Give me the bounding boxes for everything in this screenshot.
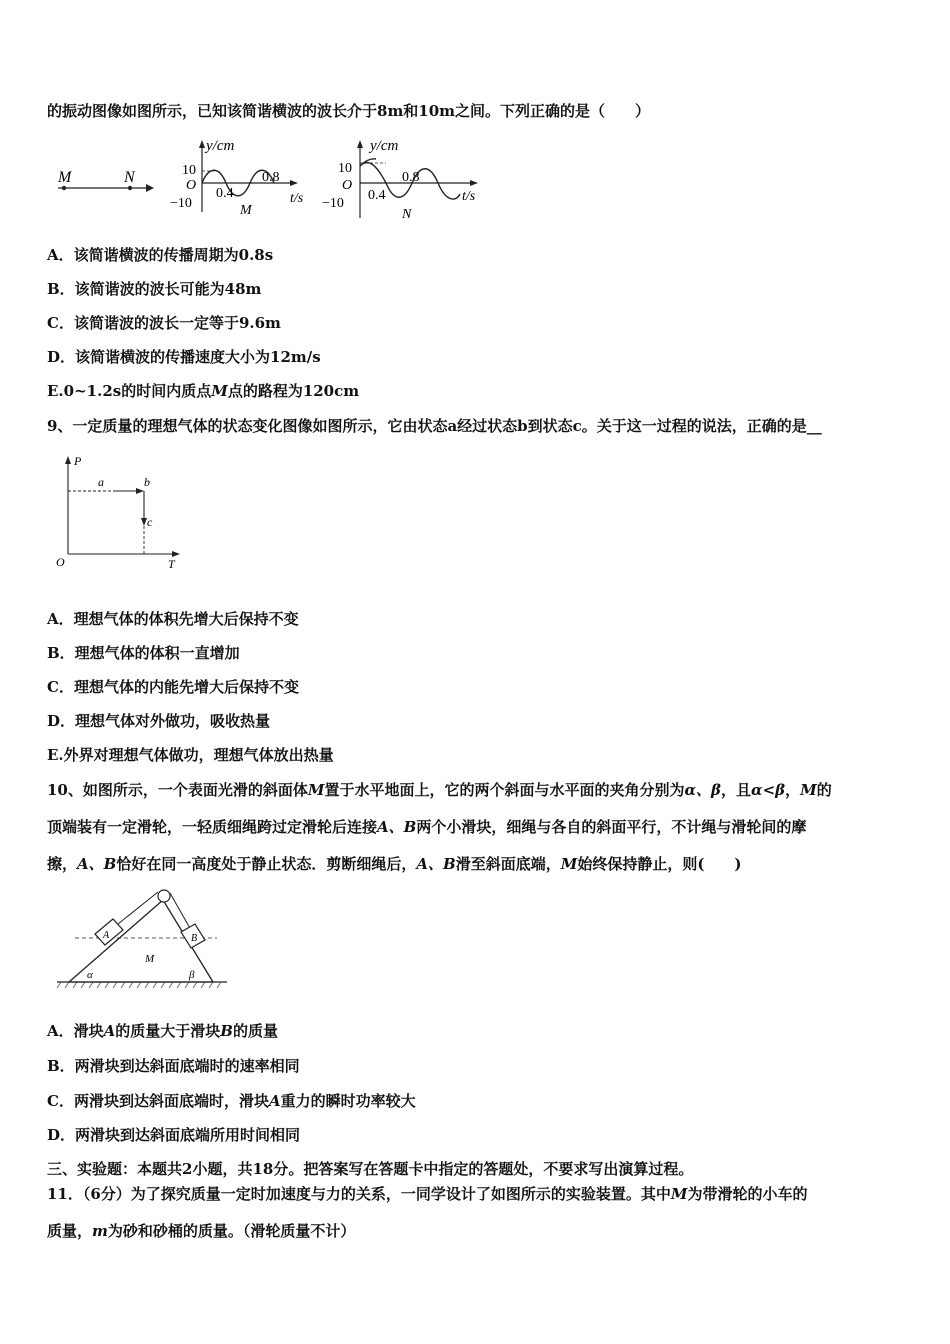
- t-arrow-icon: [470, 180, 478, 186]
- alpha-label: α: [87, 969, 93, 981]
- state-b-label: b: [144, 475, 150, 489]
- q9-option-e: E.外界对理想气体做功，理想气体放出热量: [47, 746, 334, 764]
- y-axis-label: y/cm: [206, 138, 235, 154]
- t-axis-label: t/s: [290, 191, 304, 206]
- q8-option-b: B．该简谐波的波长可能为48m: [47, 280, 262, 298]
- q10-stem-line2: 顶端装有一定滑轮，一轻质细绳跨过定滑轮后连接A、B两个小滑块，细绳与各自的斜面平行，不计绳与滑轮间的摩: [47, 818, 807, 836]
- point-n-dot: [128, 186, 132, 190]
- q11-stem-line1: 11．（6分）为了探究质量一定时加速度与力的关系，一同学设计了如图所示的实验装置。其中M为带滑轮的小车的: [47, 1185, 808, 1203]
- point-m-dot: [62, 186, 66, 190]
- q8-intro: 的振动图像如图所示，已知该简谐横波的波长介于8m和10m之间。下列正确的是（ ）: [47, 102, 651, 120]
- pos-tick: 10: [338, 161, 352, 176]
- beta-label: β: [189, 969, 195, 981]
- p-arrow-icon: [65, 456, 71, 464]
- q10-option-b: B．两滑块到达斜面底端时的速率相同: [47, 1057, 300, 1075]
- neg-tick: −10: [322, 196, 344, 211]
- q10-incline-figure: [55, 882, 230, 992]
- m-mark: M: [240, 203, 252, 218]
- q9-option-b: B．理想气体的体积一直增加: [47, 644, 240, 662]
- tick-04: 0.4: [368, 188, 386, 203]
- origin-label: O: [342, 178, 353, 193]
- graph-m: [170, 138, 304, 218]
- q11-stem-line2: 质量，m为砂和砂桶的质量。（滑轮质量不计）: [47, 1222, 356, 1240]
- q8-option-c: C．该简谐波的波长一定等于9.6m: [47, 314, 281, 332]
- q9-option-a: A．理想气体的体积先增大后保持不变: [47, 610, 299, 628]
- pulley-icon: [158, 890, 170, 902]
- t-label: T: [168, 557, 175, 571]
- state-a-label: a: [98, 475, 104, 489]
- q8-wave-figure: [50, 136, 500, 226]
- t-arrow-icon: [290, 180, 298, 186]
- block-a-label: A: [103, 930, 110, 941]
- neg-tick: −10: [170, 196, 192, 211]
- origin-label: O: [186, 178, 197, 193]
- q9-pt-graph: [52, 452, 192, 574]
- section3-title: 三、实验题：本题共2小题，共18分。把答案写在答题卡中指定的答题处，不要求写出演算过程。: [47, 1160, 694, 1178]
- p-label: P: [74, 454, 82, 468]
- q10-option-c: C．两滑块到达斜面底端时，滑块A重力的瞬时功率较大: [47, 1092, 416, 1110]
- q9-option-d: D．理想气体对外做功，吸收热量: [47, 712, 271, 730]
- state-c-label: c: [147, 515, 153, 529]
- q9-stem: 9、一定质量的理想气体的状态变化图像如图所示，它由状态a经过状态b到状态c。关于这一过程的说法，正确的是__: [47, 417, 822, 435]
- q8-option-a: A．该简谐横波的传播周期为0.8s: [47, 246, 274, 264]
- ab-arrow-icon: [136, 488, 144, 494]
- tick-08: 0.8: [262, 170, 280, 185]
- m-label: M: [58, 169, 72, 186]
- q10-option-d: D．两滑块到达斜面底端所用时间相同: [47, 1126, 301, 1144]
- mn-arrow-icon: [146, 184, 154, 192]
- q10-stem-line1: 10、如图所示，一个表面光滑的斜面体M置于水平地面上，它的两个斜面与水平面的夹角分别为α、β，且α<β，M的: [47, 781, 832, 799]
- tick-08: 0.8: [402, 170, 420, 185]
- y-arrow-icon: [199, 140, 205, 148]
- n-mark: N: [402, 207, 412, 222]
- tick-04: 0.4: [216, 186, 234, 201]
- block-b-label: B: [191, 933, 198, 944]
- origin-label: O: [56, 555, 65, 569]
- wedge-m-label: M: [145, 953, 155, 965]
- q10-stem-line3: 擦，A、B恰好在同一高度处于静止状态．剪断细绳后，A、B滑至斜面底端，M始终保持静止，则( ): [47, 855, 742, 873]
- t-axis-label: t/s: [462, 189, 476, 204]
- q8-option-e: E.0~1.2s的时间内质点M点的路程为120cm: [47, 382, 360, 400]
- q10-option-a: A．滑块A的质量大于滑块B的质量: [47, 1022, 278, 1040]
- graph-n: [322, 138, 478, 222]
- y-arrow-icon: [357, 140, 363, 148]
- pos-tick: 10: [182, 163, 196, 178]
- q9-option-c: C．理想气体的内能先增大后保持不变: [47, 678, 299, 696]
- q8-option-d: D．该简谐横波的传播速度大小为12m/s: [47, 348, 321, 366]
- y-axis-label: y/cm: [370, 138, 399, 154]
- n-label: N: [124, 169, 135, 186]
